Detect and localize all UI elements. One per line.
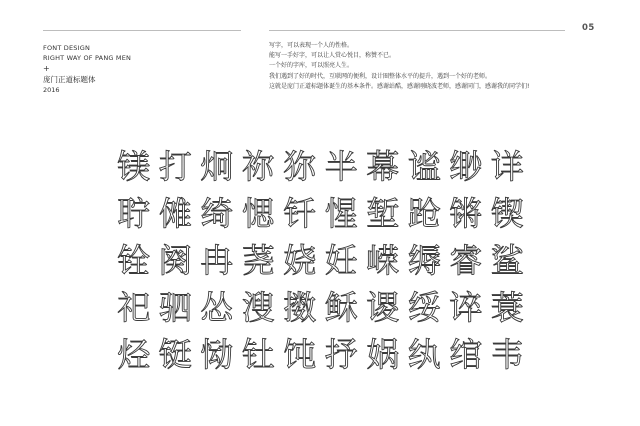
glyph-character: 抒 — [324, 335, 358, 374]
glyph-character: 荛 — [241, 241, 275, 280]
glyph-character: 韦 — [490, 335, 524, 374]
glyph-character: 铨 — [117, 241, 151, 280]
glyph-character: 钍 — [241, 335, 275, 374]
glyph-character: 绾 — [449, 335, 483, 374]
glyph-character: 半 — [324, 147, 358, 186]
glyph-character: 幕 — [366, 147, 400, 186]
glyph-row — [113, 284, 528, 331]
glyph-row — [113, 331, 528, 378]
glyph-character: 钎 — [283, 194, 317, 233]
glyph-character: 愢 — [241, 194, 275, 233]
glyph-character: 恸 — [200, 335, 234, 374]
glyph-character: 娲 — [366, 335, 400, 374]
glyph-character: 妊 — [324, 241, 358, 280]
glyph-row — [113, 143, 528, 190]
glyph-character: 打 — [158, 147, 192, 186]
glyph-character: 锵 — [449, 194, 483, 233]
glyph-character: 饨 — [283, 335, 317, 374]
glyph-character: 聍 — [117, 194, 151, 233]
english-title-line-1: FONT DESIGN — [43, 44, 91, 52]
glyph-character: 祢 — [241, 147, 275, 186]
glyph-character: 溲 — [241, 288, 275, 327]
glyph-character: 擞 — [283, 288, 317, 327]
plus-sign: + — [43, 64, 50, 73]
intro-line: 这就是庞门正道标题体诞生的基本条件。感谢站酷，感谢刚晓波老师，感谢同门，感谢我的同学们! — [269, 82, 530, 90]
english-title-line-2: RIGHT WAY OF PANG MEN — [43, 54, 132, 62]
glyph-character: 怂 — [200, 288, 234, 327]
intro-text — [269, 41, 579, 92]
intro-line: 一个好的字库，可以照亮人生。 — [269, 62, 354, 70]
glyph-character: 惺 — [324, 194, 358, 233]
glyph-character: 铤 — [158, 335, 192, 374]
year: 2016 — [43, 86, 60, 94]
intro-line: 能写一手好字，可以让人赏心悦目，称赞不已。 — [269, 52, 396, 60]
glyph-character: 缈 — [449, 147, 483, 186]
glyph-character: 阕 — [158, 241, 192, 280]
glyph-character: 绮 — [200, 194, 234, 233]
intro-line: 我们遇到了好的时代，互联网的便利，设计圈整体水平的提升，遇到一个好的老师。 — [269, 72, 492, 80]
glyph-character: 跄 — [407, 194, 441, 233]
glyph-row — [113, 190, 528, 237]
glyph-character: 镁 — [117, 147, 151, 186]
glyph-character: 锲 — [490, 194, 524, 233]
glyph-character: 谡 — [366, 288, 400, 327]
glyph-character: 嵘 — [366, 241, 400, 280]
glyph-character: 详 — [490, 147, 524, 186]
glyph-character: 绥 — [407, 288, 441, 327]
glyph-character: 谧 — [407, 147, 441, 186]
glyph-character: 狝 — [283, 147, 317, 186]
glyph-character: 谇 — [449, 288, 483, 327]
glyph-character: 纨 — [407, 335, 441, 374]
header-rule-left — [43, 30, 241, 31]
glyph-character: 堑 — [366, 194, 400, 233]
glyph-grid — [113, 143, 528, 378]
glyph-character: 娆 — [283, 241, 317, 280]
glyph-character: 稣 — [324, 288, 358, 327]
glyph-character: 睿 — [449, 241, 483, 280]
header-rule-right — [269, 30, 565, 31]
glyph-character: 傩 — [158, 194, 192, 233]
title-block — [43, 43, 131, 95]
glyph-character: 驷 — [158, 288, 192, 327]
page-number: 05 — [582, 23, 595, 33]
glyph-row — [113, 237, 528, 284]
glyph-character: 祀 — [117, 288, 151, 327]
glyph-character: 炯 — [200, 147, 234, 186]
glyph-character: 烃 — [117, 335, 151, 374]
intro-line: 写字，可以表现一个人的性格。 — [269, 42, 354, 49]
glyph-character: 蓑 — [490, 288, 524, 327]
glyph-character: 缛 — [407, 241, 441, 280]
glyph-character: 冉 — [200, 241, 234, 280]
glyph-character: 鲨 — [490, 241, 524, 280]
chinese-title: 庞门正道标题体 — [43, 75, 96, 84]
